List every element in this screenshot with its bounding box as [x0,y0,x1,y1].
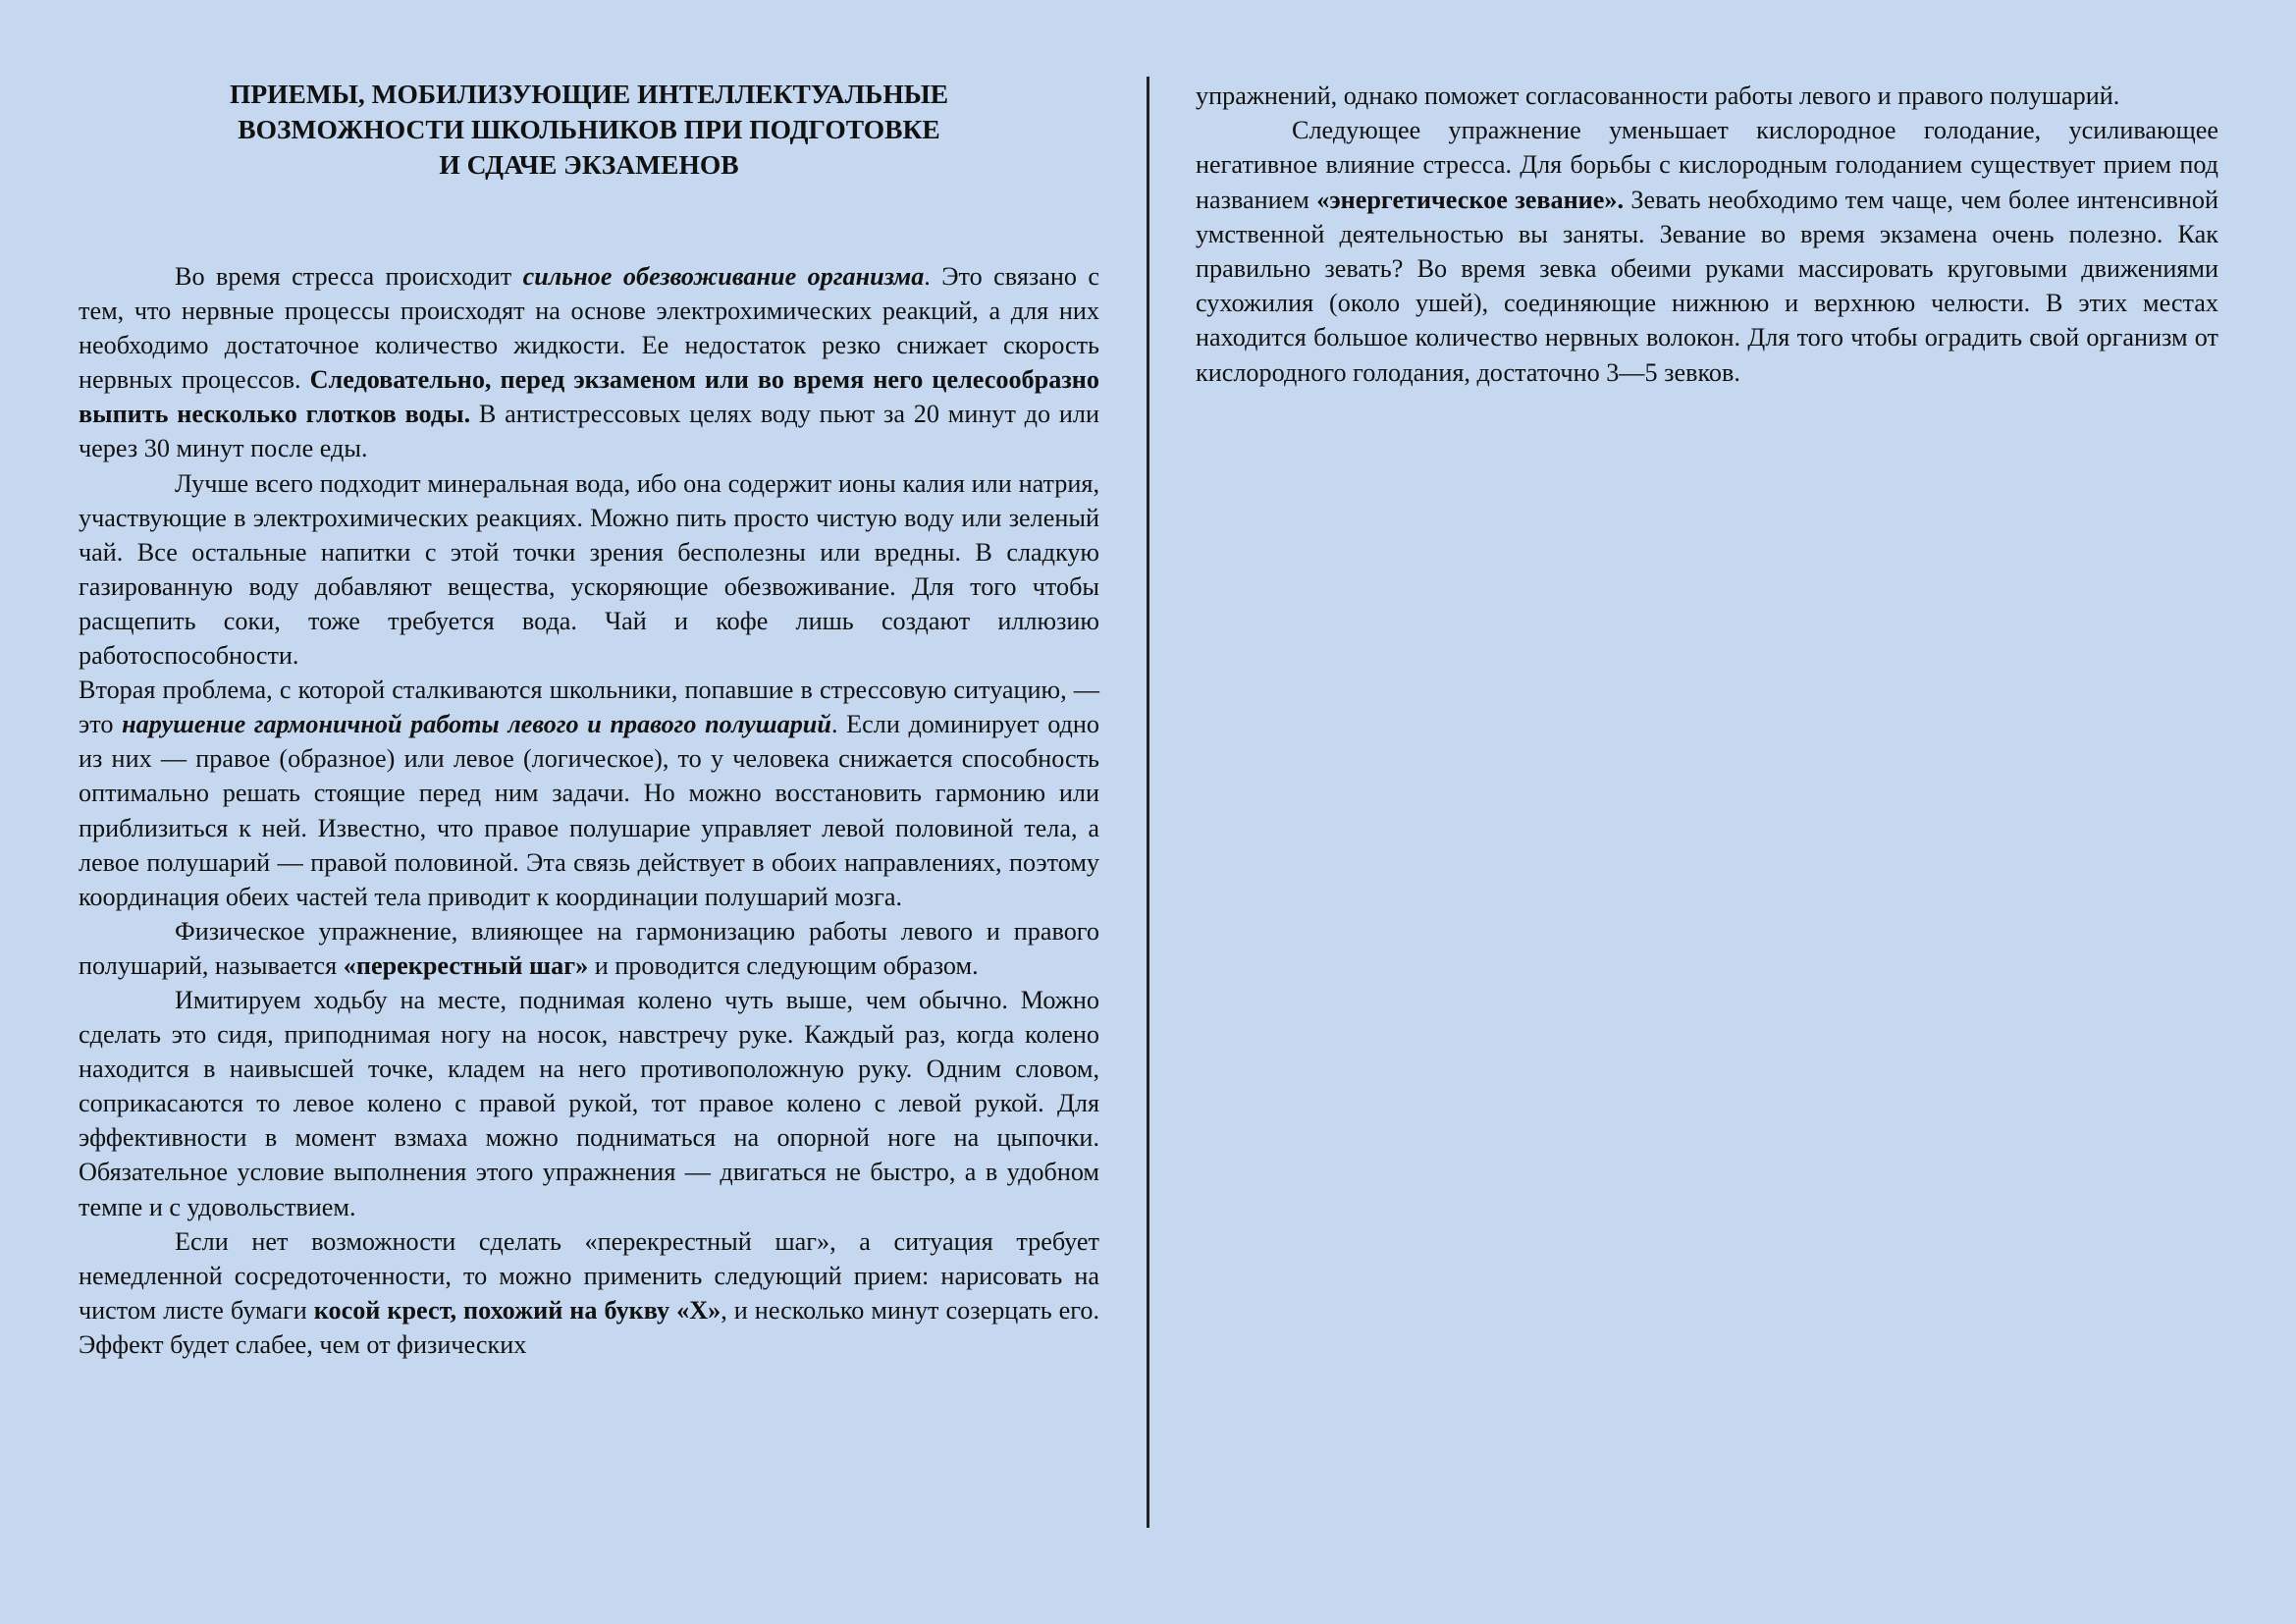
paragraph-continuation: упражнений, однако поможет согласованности работы левого и правого полушарий. [1196,81,2120,110]
paragraph-cross-step-instructions: Имитируем ходьбу на месте, поднимая колено чуть выше, чем обычно. Можно сделать это сидя, приподнимая ногу на носок, навстречу руке. Каждый раз, когда колено находится в наивысшей точке, кладем на него противоположную руку. Одним словом, соприкасаются то левое колено с правой рукой, тот правое колено с левой рукой. Для эффективности в момент взмаха можно подниматься на опорной ноге на цыпочки. Обязательное условие выполнения этого упражнения — двигаться не быстро, а в удобном темпе и с удовольствием. [79,985,1099,1221]
emphasis-drink-water: Следовательно, перед экзаменом или во время него целесообразно выпить несколько глотков воды. [79,365,1099,429]
column-divider [1147,77,1149,1528]
paragraph-dehydration [79,259,1099,466]
emphasis-hemispheres: нарушение гармоничной работы левого и правого полушарий [122,710,831,739]
paragraph-mineral-water: Лучше всего подходит минеральная вода, ибо она содержит ионы калия или натрия, участвующие в электрохимических реакциях. Можно пить просто чистую воду или зеленый чай. Все остальные напитки с этой точки зрения бесполезны или вредны. В сладкую газированную воду добавляют вещества, ускоряющие обезвоживание. Для того чтобы расщепить соки, тоже требуется вода. Чай и кофе лишь создают иллюзию работоспособности. [79,468,1099,671]
text-run: и проводится следующим образом. [588,950,979,980]
text-run: . Это связано с тем, что нервные процессы происходят на основе электрохимических реакций, а для них необходимо достаточное количество жидкости. Ее недостаток резко снижает скорость нервных процессов. [79,262,1099,395]
text-run: Вторая проблема, с которой сталкиваются школьники, попавшие в стрессовую ситуацию, — это [79,676,1099,739]
paragraph-hemispheres [79,673,1099,914]
title-line-1: ПРИЕМЫ, МОБИЛИЗУЮЩИЕ ИНТЕЛЛЕКТУАЛЬНЫЕ [229,79,949,109]
text-run: В антистрессовых целях воду пьют за 20 минут до или через 30 минут после еды. [79,400,1099,463]
title-line-2: ВОЗМОЖНОСТИ ШКОЛЬНИКОВ ПРИ ПОДГОТОВКЕ [238,114,940,144]
emphasis-cross-step: «перекрестный шаг» [343,950,589,980]
paragraph-cross-symbol [79,1224,1099,1362]
title-line-3: И СДАЧЕ ЭКЗАМЕНОВ [439,149,739,180]
left-column [79,77,1099,1362]
text-run: Во время стресса происходит [175,262,523,291]
document-title [79,77,1099,183]
paragraph-cross-step-intro [79,914,1099,983]
text-run: , и несколько минут созерцать его. Эффект будет слабее, чем от физических [79,1295,1099,1359]
emphasis-energy-yawning: «энергетическое зевание». [1316,185,1625,214]
emphasis-dehydration: сильное обезвоживание организма [522,262,925,291]
emphasis-cross-symbol: косой крест, похожий на букву «Х» [313,1295,721,1325]
right-column [1196,79,2218,390]
text-run: Следующее упражнение уменьшает кислородное голодание, усиливающее негативное влияние стресса. Для борьбы с кислородным голоданием существует прием под названием [1196,116,2218,214]
text-run: Зевать необходимо тем чаще, чем более интенсивной умственной деятельностью вы заняты. Зевание во время экзамена очень полезно. Как правильно зевать? Во время зевка обеими руками массировать круговыми движениями сухожилия (около ушей), соединяющие нижнюю и верхнюю челюсти. В этих местах находится большое количество нервных волокон. Для того чтобы оградить свой организм от кислородного голодания, достаточно 3—5 зевков. [1196,185,2218,387]
paragraph-yawning [1196,113,2218,390]
text-run: Если нет возможности сделать «перекрестный шаг», а ситуация требует немедленной сосредоточенности, то можно применить следующий прием: нарисовать на чистом листе бумаги [79,1226,1099,1325]
text-run: Физическое упражнение, влияющее на гармонизацию работы левого и правого полушарий, называется [79,916,1099,980]
text-run: . Если доминирует одно из них — правое (образное) или левое (логическое), то у человека снижается способность оптимально решать стоящие перед ним задачи. Но можно восстановить гармонию или приблизиться к ней. Известно, что правое полушарие управляет левой половиной тела, а левое полушарий — правой половиной. Эта связь действует в обоих направлениях, поэтому координация обеих частей тела приводит к координации полушарий мозга. [79,710,1099,911]
